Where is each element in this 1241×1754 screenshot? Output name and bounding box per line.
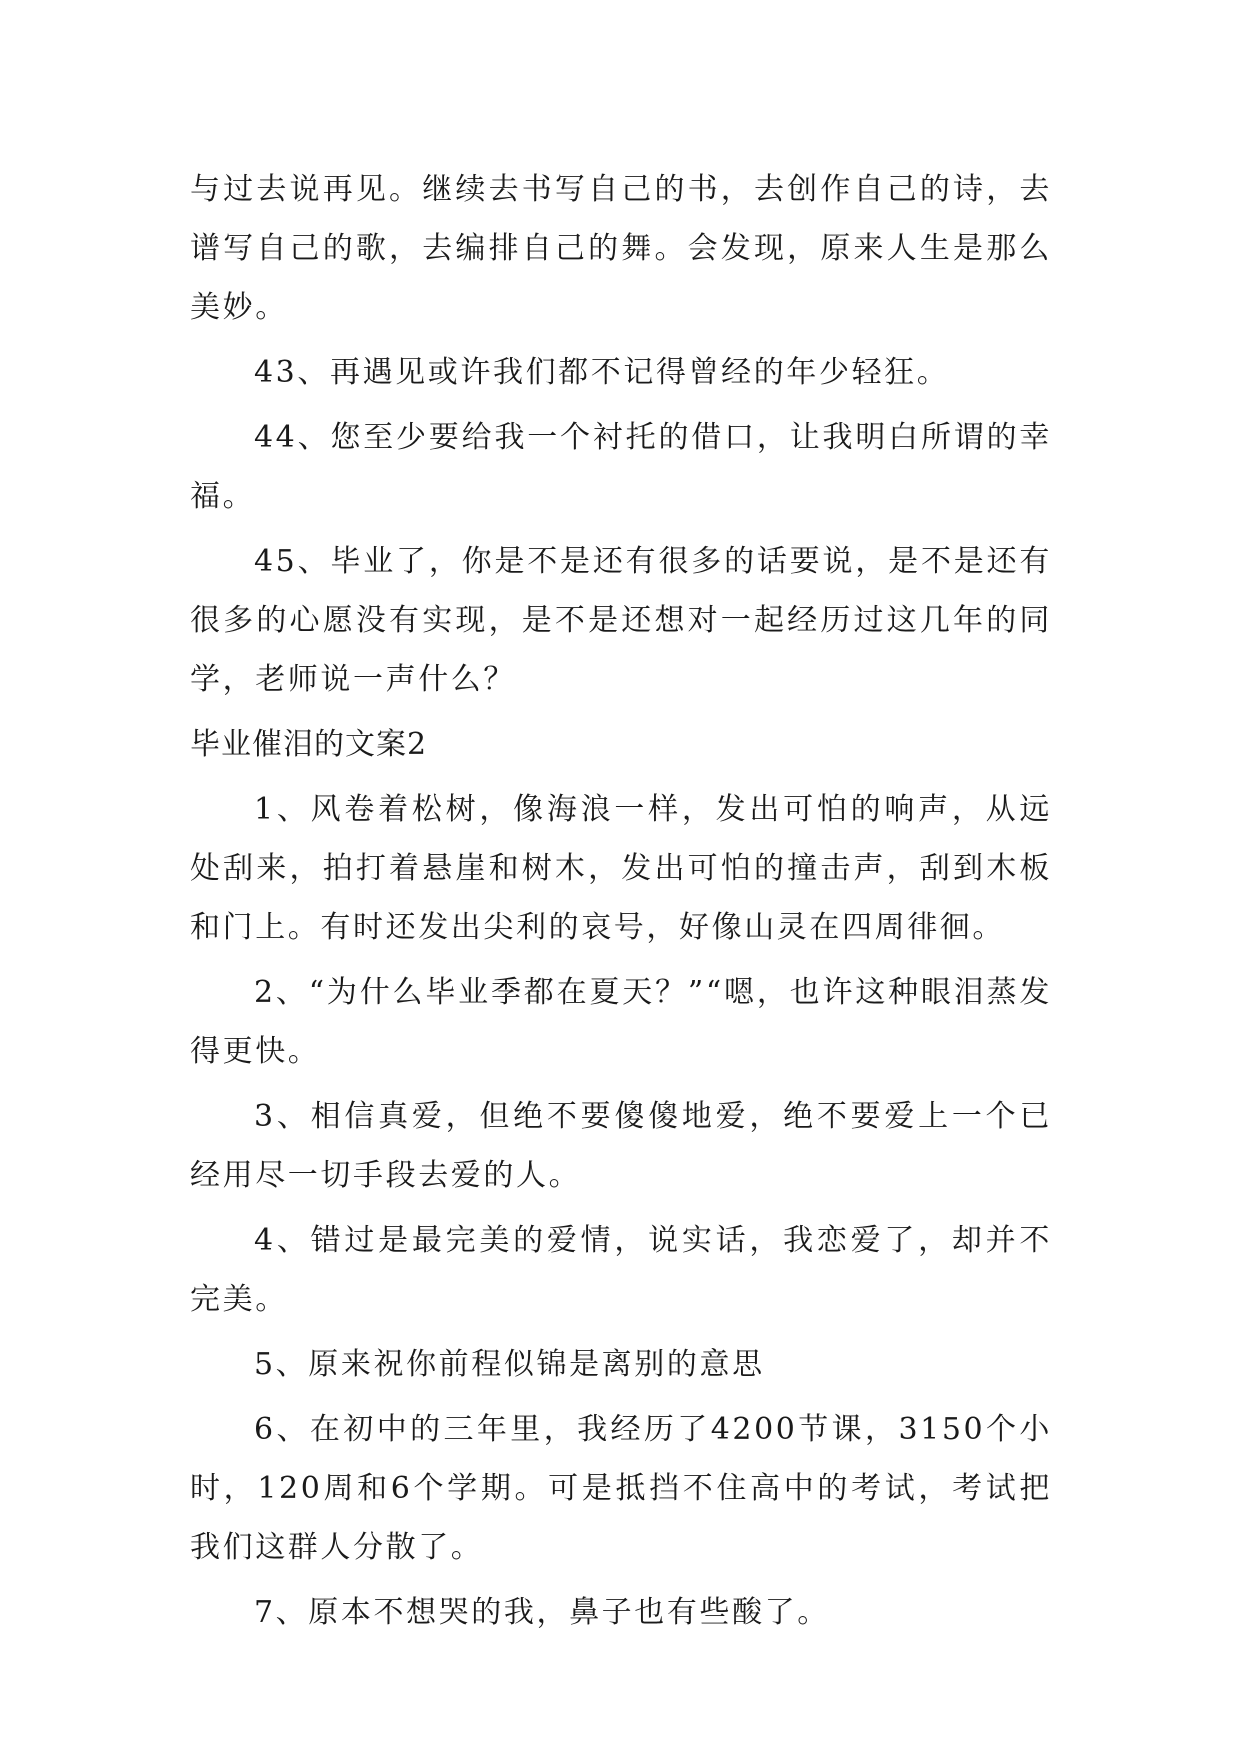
- list-item-43: 43、再遇见或许我们都不记得曾经的年少轻狂。: [254, 355, 950, 390]
- list-item-44: 44、您至少要给我一个衬托的借口，让我明白所谓的幸福。: [190, 420, 1052, 514]
- list-item-1: 1、风卷着松树，像海浪一样，发出可怕的响声，从远处刮来，拍打着悬崖和树木，发出可怕的撞击声，刮到木板和门上。有时还发出尖利的哀号，好像山灵在四周徘徊。: [190, 792, 1052, 945]
- list-item-45: 45、毕业了，你是不是还有很多的话要说，是不是还有很多的心愿没有实现，是不是还想对一起经历过这几年的同学，老师说一声什么？: [190, 544, 1052, 697]
- list-item-2: 2、“为什么毕业季都在夏天？”“嗯，也许这种眼泪蒸发得更快。: [190, 975, 1052, 1069]
- section-heading: 毕业催泪的文案2: [190, 727, 428, 762]
- list-item-7: 7、原本不想哭的我，鼻子也有些酸了。: [254, 1595, 830, 1630]
- list-item-4: 4、错过是最完美的爱情，说实话，我恋爱了，却并不完美。: [190, 1223, 1052, 1317]
- list-item-6: 6、在初中的三年里，我经历了4200节课，3150个小时，120周和6个学期。可是抵挡不住高中的考试，考试把我们这群人分散了。: [190, 1412, 1052, 1565]
- list-item-3: 3、相信真爱，但绝不要傻傻地爱，绝不要爱上一个已经用尽一切手段去爱的人。: [190, 1099, 1052, 1193]
- paragraph-continuation: 与过去说再见。继续去书写自己的书，去创作自己的诗，去谱写自己的歌，去编排自己的舞。会发现，原来人生是那么美妙。: [190, 172, 1052, 325]
- list-item-5: 5、原来祝你前程似锦是离别的意思: [254, 1347, 765, 1382]
- document-body: [190, 160, 1052, 1648]
